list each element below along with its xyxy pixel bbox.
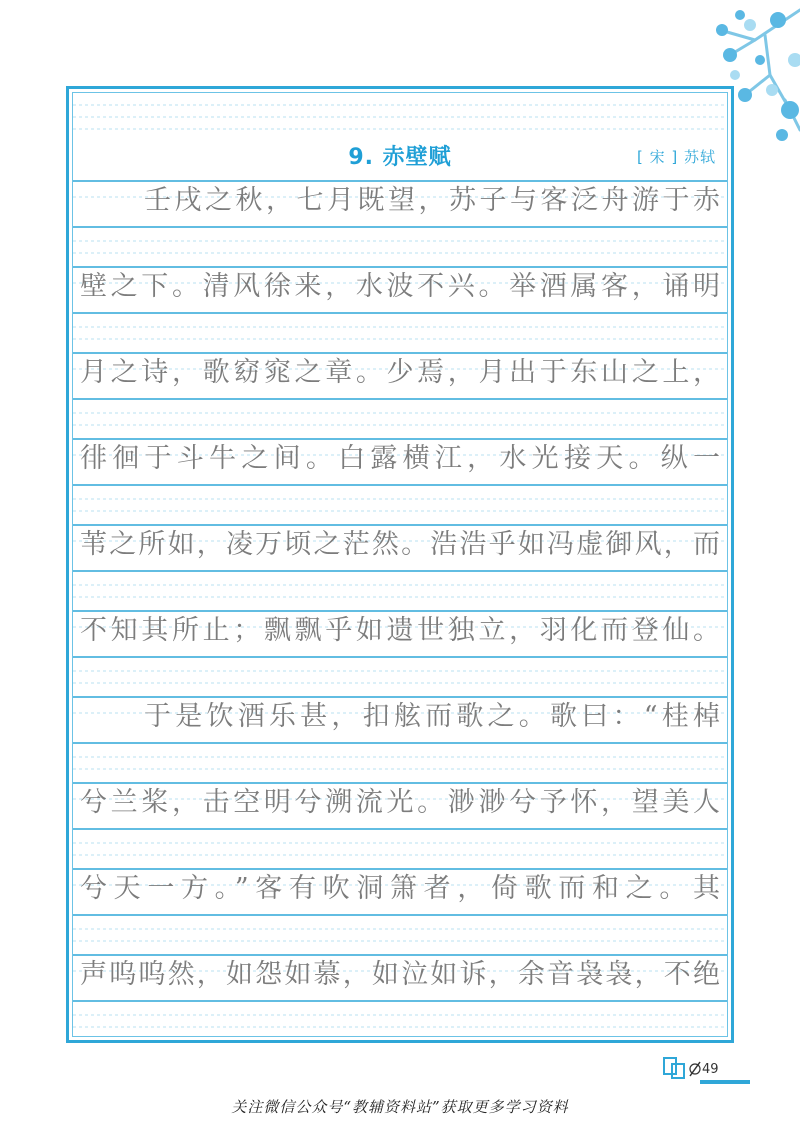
- text-line: 兮天一方。”客有吹洞箫者，倚歌而和之。其: [80, 873, 720, 904]
- text-line: 声呜呜然，如怨如慕，如泣如诉，余音袅袅，不绝: [80, 959, 720, 990]
- page-number: 49: [702, 1062, 719, 1077]
- text-line: 苇之所如，凌万顷之茫然。浩浩乎如冯虚御风，而: [80, 529, 720, 560]
- footer-note: 关注微信公众号“教辅资料站”获取更多学习资料: [231, 1098, 569, 1116]
- text-line: 月之诗，歌窈窕之章。少焉，月出于东山之上，: [80, 357, 720, 388]
- text-line: 于是饮酒乐甚，扣舷而歌之。歌曰：“桂棹: [144, 701, 720, 732]
- text-line: 兮兰桨，击空明兮溯流光。渺渺兮予怀，望美人: [80, 787, 720, 818]
- page-number-bar: [700, 1080, 750, 1084]
- page-title: 9. 赤壁赋: [348, 145, 452, 170]
- author-label: [ 宋 ] 苏轼: [636, 148, 716, 166]
- text-line: 壁之下。清风徐来，水波不兴。举酒属客，诵明: [80, 271, 720, 302]
- text-line: 徘徊于斗牛之间。白露横江，水光接天。纵一: [80, 443, 720, 474]
- text-line: 壬戌之秋，七月既望，苏子与客泛舟游于赤: [144, 185, 720, 216]
- page-corner-icon: [660, 1052, 690, 1082]
- text-line: 不知其所止；飘飘乎如遗世独立，羽化而登仙。: [80, 615, 720, 646]
- pen-nib-icon: [688, 1060, 702, 1078]
